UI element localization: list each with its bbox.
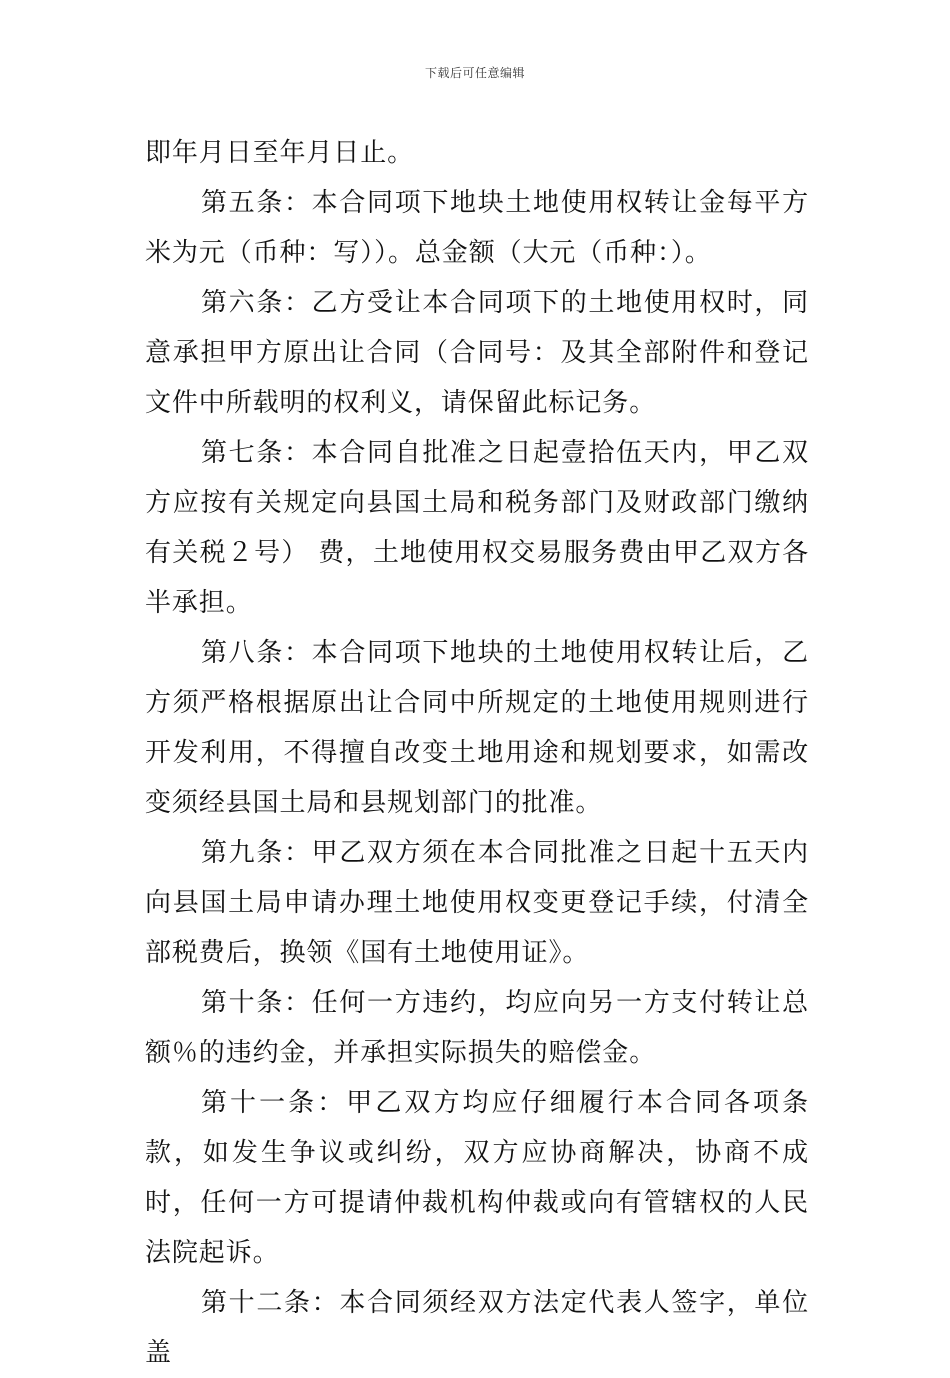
paragraph-article-12: 第十二条：本合同须经双方法定代表人签字，单位盖	[145, 1288, 809, 1368]
page-header-note: 下载后可任意编辑	[424, 66, 525, 80]
paragraph-article-7: 第七条：本合同自批准之日起壹拾伍天内，甲乙双方应按有关规定向县国土局和税务部门及财政部门缴纳有关税２号） 费，土地使用权交易服务费由甲乙双方各半承担。	[145, 438, 809, 618]
paragraph-article-11: 第十一条：甲乙双方均应仔细履行本合同各项条款，如发生争议或纠纷，双方应协商解决，协商不成时，任何一方可提请仲裁机构仲裁或向有管辖权的人民法院起诉。	[145, 1088, 809, 1268]
paragraph-article-10: 第十条：任何一方违约，均应向另一方支付转让总额％的违约金，并承担实际损失的赔偿金。	[145, 988, 809, 1068]
paragraph-article-6: 第六条：乙方受让本合同项下的土地使用权时，同意承担甲方原出让合同（合同号：及其全部附件和登记文件中所载明的权利义，请保留此标记务。	[145, 288, 809, 418]
paragraph-article-5: 第五条：本合同项下地块土地使用权转让金每平方米为元（币种：写））。总金额（大元（币种：）。	[145, 188, 809, 268]
document-body	[145, 128, 809, 1378]
paragraph-article-8: 第八条：本合同项下地块的土地使用权转让后，乙方须严格根据原出让合同中所规定的土地使用规则进行开发利用，不得擅自改变土地用途和规划要求，如需改变须经县国土局和县规划部门的批准。	[145, 638, 809, 818]
paragraph-article-9: 第九条：甲乙双方须在本合同批准之日起十五天内向县国土局申请办理土地使用权变更登记手续，付清全部税费后，换领《国有土地使用证》。	[145, 838, 809, 968]
paragraph-date-range: 即年月日至年月日止。	[145, 138, 415, 168]
